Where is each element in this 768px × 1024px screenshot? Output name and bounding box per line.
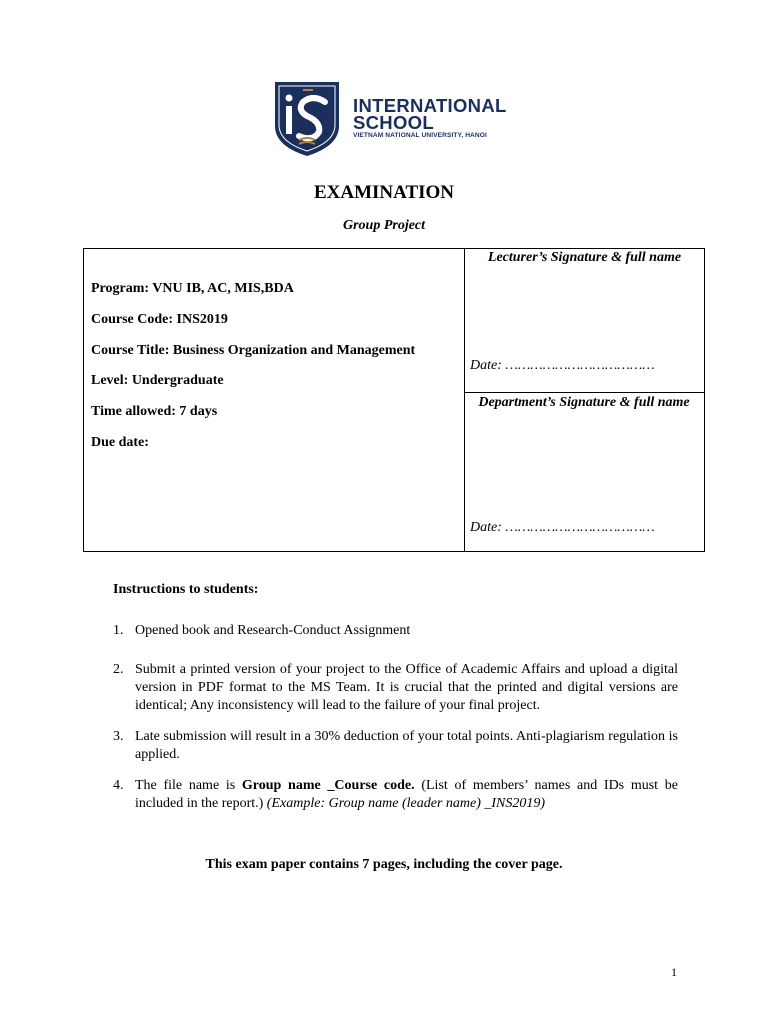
instruction-item-4 xyxy=(113,777,678,813)
file-name-format: Group name _Course code. xyxy=(241,778,415,793)
page-number: 1 xyxy=(671,965,677,979)
instruction-item-1 xyxy=(113,622,678,640)
course-info-table xyxy=(83,248,705,552)
table-divider-vertical xyxy=(464,249,465,551)
instruction-number: 4. xyxy=(113,778,124,793)
department-signature-heading: Department’s Signature & full name xyxy=(478,395,690,410)
program-field: Program: VNU IB, AC, MIS,BDA xyxy=(91,281,294,296)
page-count-note: This exam paper contains 7 pages, including the cover page. xyxy=(205,857,563,872)
logo-wordmark xyxy=(353,97,507,141)
instruction-text xyxy=(135,777,678,813)
file-name-example: (Example: Group name (leader name) _INS2019) xyxy=(266,796,546,811)
logo-line-3: VIETNAM NATIONAL UNIVERSITY, HANOI xyxy=(353,132,487,139)
instruction-text: Opened book and Research-Conduct Assignment xyxy=(135,623,411,638)
instruction-item-2 xyxy=(113,661,678,715)
lecturer-date-line: Date: ……………………………… xyxy=(470,358,655,373)
logo-line-2: SCHOOL xyxy=(353,112,434,133)
logo-line-1: INTERNATIONAL xyxy=(353,95,507,116)
course-title-field: Course Title: Business Organization and Management xyxy=(91,343,416,358)
school-crest-icon xyxy=(273,80,341,158)
exam-title: EXAMINATION xyxy=(313,182,455,203)
department-date-line: Date: ……………………………… xyxy=(470,520,655,535)
school-logo xyxy=(273,80,505,158)
instruction-text-intro: The file name is xyxy=(135,778,242,793)
instruction-text: Submit a printed version of your project to the Office of Academic Affairs and upload a digital version in PDF format to the MS Team. It is crucial that the printed and digital versions are identical; Any inconsistency will lead to the failure of your final project. xyxy=(135,662,678,713)
instruction-number: 1. xyxy=(113,623,124,638)
lecturer-signature-heading: Lecturer’s Signature & full name xyxy=(487,250,682,265)
instruction-number: 3. xyxy=(113,729,124,744)
level-field: Level: Undergraduate xyxy=(91,373,224,388)
instruction-text: Late submission will result in a 30% deduction of your total points. Anti-plagiarism regulation is applied. xyxy=(135,729,678,762)
instruction-item-3 xyxy=(113,728,678,764)
course-code-field: Course Code: INS2019 xyxy=(91,312,228,327)
time-allowed-field: Time allowed: 7 days xyxy=(91,404,218,419)
exam-subtitle: Group Project xyxy=(342,218,426,233)
table-divider-horizontal xyxy=(464,392,704,393)
instructions-title: Instructions to students: xyxy=(113,582,259,597)
instruction-number: 2. xyxy=(113,662,124,677)
due-date-field: Due date: xyxy=(91,435,149,450)
instruction-text-rest: (List of members’ names and IDs must be included in the report.) xyxy=(135,778,678,811)
